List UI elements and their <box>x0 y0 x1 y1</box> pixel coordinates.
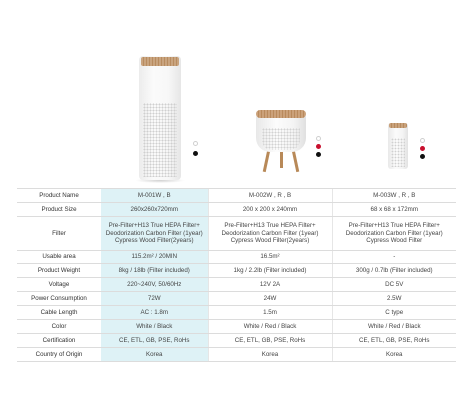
wood-filter-top <box>389 123 407 128</box>
spec-value-product-1: AC : 1.8m <box>101 306 208 320</box>
spec-value-line: Deodorization Carbon Filter (1year) <box>105 229 203 237</box>
spec-label: Cable Length <box>17 306 101 320</box>
spec-value-product-2: 16.5m² <box>208 251 332 264</box>
spec-value-product-2: White / Red / Black <box>208 320 332 334</box>
spec-label: Product Weight <box>17 264 101 278</box>
spec-value-line: Cypress Wood Filter <box>366 237 423 245</box>
spec-value-product-1: 8kg / 18lb (Filter included) <box>101 264 208 278</box>
spec-row-country-of-origin <box>17 348 456 362</box>
spec-value-product-3: C type <box>332 306 456 320</box>
spec-value-product-2: 24W <box>208 292 332 306</box>
spec-row-certification <box>17 334 456 348</box>
spec-value-product-1: 115.2m² / 20MIN <box>101 251 208 264</box>
spec-value-line: Pre-Filter+H13 True HEPA Filter+ <box>224 222 316 230</box>
spec-comparison-table <box>17 188 456 362</box>
spec-value-product-2: Korea <box>208 348 332 362</box>
spec-value-product-3: M-003W , R , B <box>332 189 456 203</box>
spec-value-product-2: M-002W , R , B <box>208 189 332 203</box>
spec-value-product-2: CE, ETL, GB, PSE, RoHs <box>208 334 332 348</box>
color-swatch[interactable] <box>193 151 198 156</box>
spec-row-usable-area <box>17 251 456 264</box>
spec-label: Country of Origin <box>17 348 101 362</box>
spec-value-product-3: DC 5V <box>332 278 456 292</box>
wood-filter-top <box>256 110 306 118</box>
spec-label: Color <box>17 320 101 334</box>
spec-value-product-3: 68 x 68 x 172mm <box>332 203 456 217</box>
spec-value-product-1 <box>101 217 208 251</box>
spec-value-product-2 <box>208 217 332 251</box>
spec-value-line: Deodorization Carbon Filter (1year) <box>345 229 443 237</box>
spec-row-cable-length <box>17 306 456 320</box>
spec-value-product-1: White / Black <box>101 320 208 334</box>
spec-label: Filter <box>17 217 101 251</box>
spec-row-product-size <box>17 203 456 217</box>
spec-value-line: Deodorization Carbon Filter (1year) <box>221 229 319 237</box>
spec-row-voltage <box>17 278 456 292</box>
color-swatch[interactable] <box>316 144 321 149</box>
spec-row-color <box>17 320 456 334</box>
spec-value-product-3: CE, ETL, GB, PSE, RoHs <box>332 334 456 348</box>
spec-label: Voltage <box>17 278 101 292</box>
spec-value-product-2: 12V 2A <box>208 278 332 292</box>
spec-value-product-1: 220~240V, 50/60Hz <box>101 278 208 292</box>
spec-value-product-1: 260x260x720mm <box>101 203 208 217</box>
color-swatch[interactable] <box>316 136 321 141</box>
spec-value-product-2: 1.5m <box>208 306 332 320</box>
spec-value-product-3: White / Red / Black <box>332 320 456 334</box>
spec-label: Product Name <box>17 189 101 203</box>
color-swatch[interactable] <box>420 154 425 159</box>
spec-value-line: Cypress Wood Filter(2years) <box>114 237 194 245</box>
color-swatch[interactable] <box>420 146 425 151</box>
spec-value-product-2: 200 x 200 x 240mm <box>208 203 332 217</box>
spec-row-product-name <box>17 189 456 203</box>
spec-value-product-3 <box>332 217 456 251</box>
spec-label: Product Size <box>17 203 101 217</box>
spec-value-product-1: Korea <box>101 348 208 362</box>
spec-row-product-weight <box>17 264 456 278</box>
spec-value-product-1: M-001W , B <box>101 189 208 203</box>
spec-value-line: Pre-Filter+H13 True HEPA Filter+ <box>108 222 200 230</box>
color-swatch[interactable] <box>420 138 425 143</box>
wood-filter-top <box>141 57 179 66</box>
spec-value-product-2: 1kg / 2.2lb (Filter included) <box>208 264 332 278</box>
spec-value-line: Cypress Wood Filter(2years) <box>230 237 310 245</box>
spec-value-product-3: 2.5W <box>332 292 456 306</box>
spec-row-filter <box>17 217 456 251</box>
spec-value-product-3: Korea <box>332 348 456 362</box>
product-images <box>0 0 474 188</box>
spec-value-line: Pre-Filter+H13 True HEPA Filter+ <box>348 222 440 230</box>
color-swatch[interactable] <box>193 141 198 146</box>
spec-row-power-consumption <box>17 292 456 306</box>
spec-value-product-1: 72W <box>101 292 208 306</box>
spec-label: Certification <box>17 334 101 348</box>
spec-label: Power Consumption <box>17 292 101 306</box>
spec-value-product-1: CE, ETL, GB, PSE, RoHs <box>101 334 208 348</box>
spec-value-product-3: - <box>332 251 456 264</box>
spec-label: Usable area <box>17 251 101 264</box>
spec-value-product-3: 300g / 0.7lb (Filter included) <box>332 264 456 278</box>
color-swatch[interactable] <box>316 152 321 157</box>
